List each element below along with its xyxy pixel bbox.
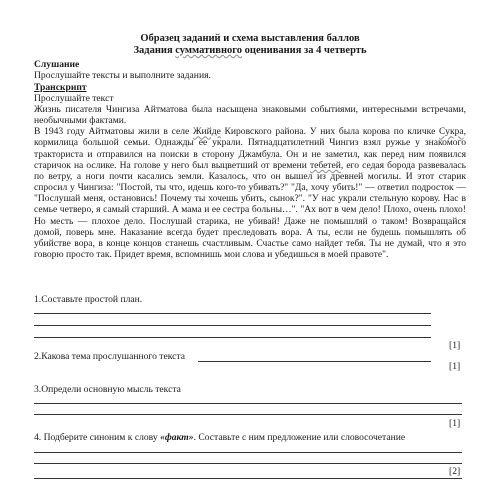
- answer-line: [34, 313, 431, 314]
- question-4-text: . Составьте с ним предложение или словосочетание: [193, 432, 406, 443]
- story-part: Кировского района. У них была корова по кличке: [220, 126, 440, 138]
- story-part: , его седая борода развевалась по ветру, а ноги почти касались земли. Казалось, что он вышел из древней могилы. И этот старик спросил у Чингиза: "Постой, ты что, идешь кого-то убивать?" "Да, хочу убить!" — ответил подросток — "Послушай меня, остановись! Почему ты хочешь убить, сынок?". "У нас украли стельную корову. Нас в семье четверо, я самый старший. А мама и ее сестра больны…". "Ах вот в чем дело! Плохо, очень плохо! Но месть — плохое дело. Послушай старика, не убивай! Даже не помышляй о таком! Возвращайся домой, поверь мне. Наказание всегда будет преследовать вора. А ты, если не будешь помышлять об убийстве вора, в конце концов станешь счастливым. Счастье само найдет тебя. Ты не думай, что я это говорю просто так. Придет время, вспомнишь мои слова и убедишься в моей правоте".: [34, 159, 466, 261]
- story-cow-word: Сукра: [439, 126, 464, 138]
- question-2: 2.Какова тема прослушанного текста: [34, 351, 185, 362]
- listening-instruction: Прослушайте тексты и выполните задания.: [34, 70, 211, 81]
- question-4: [34, 432, 405, 443]
- subtitle-prefix: Задания: [133, 45, 176, 56]
- document-title: Образец заданий и схема выставления баллов: [140, 33, 360, 44]
- transcript-instruction: Прослушайте текст: [34, 93, 114, 104]
- answer-line: [34, 463, 462, 464]
- score-mark: [1]: [449, 340, 461, 351]
- transcript-heading: Транскрипт: [34, 82, 87, 93]
- answer-line: [34, 325, 431, 326]
- answer-line: [34, 452, 462, 453]
- story-part: В 1943 году Айтматовы жили в селе: [34, 126, 193, 138]
- answer-line: [34, 414, 462, 415]
- story-tebetei-word: тебетей: [309, 159, 341, 171]
- score-mark: [1]: [449, 361, 461, 372]
- answer-line: [34, 337, 431, 338]
- subtitle-suffix: оценивания за 4 четверть: [242, 45, 367, 56]
- transcript-text: [34, 104, 466, 260]
- transcript-story: [34, 126, 466, 260]
- question-4-keyword: «факт»: [160, 432, 194, 443]
- document-subtitle: [0, 45, 500, 57]
- question-4-text: 4. Подберите синоним к слову: [34, 432, 161, 443]
- listening-heading: Слушание: [34, 59, 80, 70]
- answer-line: [198, 361, 431, 362]
- answer-line: [34, 478, 462, 479]
- score-mark: [2]: [449, 466, 461, 477]
- question-3: 3.Определи основную мысль текста: [34, 384, 181, 395]
- question-1: 1.Составьте простой план.: [34, 294, 143, 305]
- subtitle-spellcheck-word: суммативного: [175, 45, 243, 56]
- story-part: , кормилица большой семьи. Однажды ее украли. Пятнадцатилетний Чингиз взял ружье у знакомого тракториста и отправился на поиски в сторону Джамбула. Он и не заметил, как перед ним появился старичок на ослике. На голове у него был выцветший от времени: [34, 126, 466, 171]
- answer-line: [34, 403, 462, 404]
- transcript-intro: Жизнь писателя Чингиза Айтматова была насыщена знаковыми событиями, интересными встречами, необычными фактами.: [34, 104, 466, 127]
- story-village-word: Жийде: [192, 126, 221, 138]
- score-mark: [1]: [449, 418, 461, 429]
